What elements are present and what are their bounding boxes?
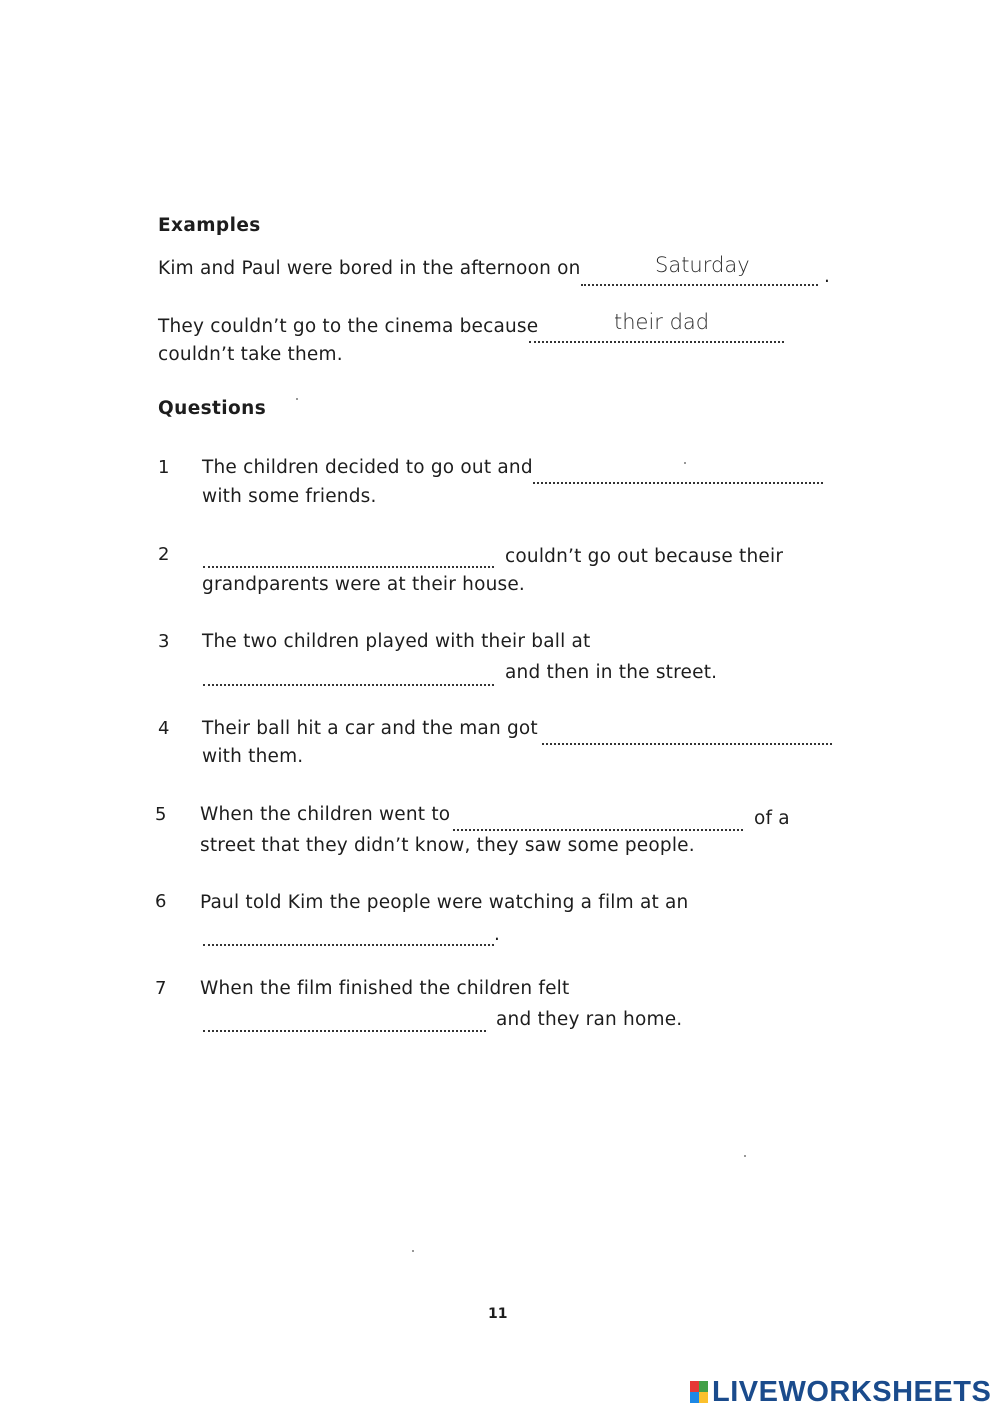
question-1-number: 1: [158, 457, 170, 478]
question-6-text-line1: Paul told Kim the people were watching a film at an: [200, 892, 689, 913]
question-4-text-line2: with them.: [202, 746, 304, 767]
example-1-text: Kim and Paul were bored in the afternoon on: [158, 258, 581, 279]
question-7-text-line1: When the film finished the children felt: [200, 978, 570, 999]
question-2-blank[interactable]: [203, 566, 494, 568]
question-1-text-line2: with some friends.: [202, 486, 377, 507]
question-3-text-line1: The two children played with their ball at: [202, 631, 591, 652]
liveworksheets-brand: [690, 1374, 991, 1410]
question-7-blank[interactable]: [203, 1030, 486, 1032]
liveworksheets-logo-icon: [690, 1381, 708, 1403]
example-2-answer: their dad: [614, 310, 710, 334]
question-7-number: 7: [155, 978, 167, 999]
page-number: 11: [488, 1306, 508, 1322]
question-4-text-line1: Their ball hit a car and the man got: [202, 718, 538, 739]
questions-heading: Questions: [158, 398, 267, 419]
question-3-number: 3: [158, 631, 170, 652]
brand-text: LIVEWORKSHEETS: [712, 1375, 992, 1408]
question-7-text-line2: and they ran home.: [496, 1009, 683, 1030]
question-5-blank[interactable]: [453, 829, 743, 831]
question-5-text-line1-end: of a: [754, 808, 790, 829]
example-2-text-line2: couldn’t take them.: [158, 344, 343, 365]
question-4-number: 4: [158, 718, 170, 739]
question-5-text-line1: When the children went to: [200, 804, 451, 825]
scan-speck: [744, 1155, 746, 1157]
example-1-blank: [581, 284, 818, 286]
question-4-blank[interactable]: [542, 743, 832, 745]
example-2-text-line1: They couldn’t go to the cinema because: [158, 316, 539, 337]
example-1-period: .: [824, 266, 831, 287]
example-2-blank: [529, 341, 784, 343]
question-3-blank[interactable]: [203, 684, 494, 686]
question-5-number: 5: [155, 804, 167, 825]
examples-heading: Examples: [158, 215, 261, 236]
example-1-answer: Saturday: [655, 253, 750, 277]
question-6-blank[interactable]: [203, 944, 494, 946]
scan-speck: [296, 398, 298, 400]
scan-speck: [412, 1250, 414, 1252]
question-3-text-line2: and then in the street.: [505, 662, 718, 683]
question-6-period: .: [494, 924, 501, 945]
question-1-text-line1: The children decided to go out and: [202, 457, 533, 478]
question-6-number: 6: [155, 891, 167, 912]
question-2-text-line1: couldn’t go out because their: [505, 546, 784, 567]
question-5-text-line2: street that they didn’t know, they saw some people.: [200, 835, 695, 856]
question-1-blank[interactable]: [533, 482, 823, 484]
scan-speck: [684, 462, 686, 464]
question-2-text-line2: grandparents were at their house.: [202, 574, 526, 595]
question-2-number: 2: [158, 544, 170, 565]
